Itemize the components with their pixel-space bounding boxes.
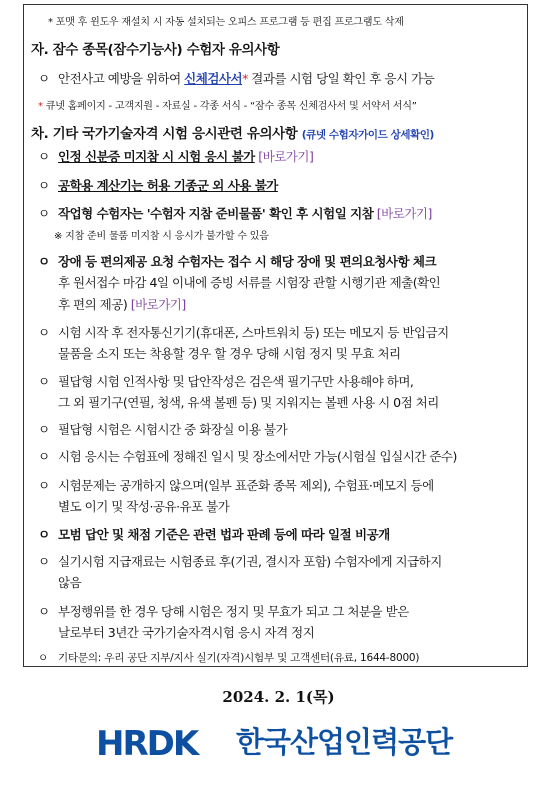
list-item: ㅇ 모범 답안 및 채점 기준은 관련 법과 판례 등에 따라 일절 비공개 bbox=[38, 527, 390, 542]
hrdk-logo-mark bbox=[96, 724, 226, 760]
list-item-continued: 후 원서접수 마감 4일 이내에 증빙 서류를 시험장 관할 시행기관 제출(확인 bbox=[58, 275, 441, 290]
section-ja-title: 자. 잠수 종목(잠수기능사) 수험자 유의사항 bbox=[31, 42, 280, 58]
goto-link[interactable]: [바로가기] bbox=[376, 206, 432, 221]
list-item: ㅇ 기타문의: 우리 공단 지부/지사 실기(자격)시험부 및 고객센터(유료, 1644-8000) bbox=[38, 652, 420, 664]
list-item: ㅇ 장애 등 편의제공 요청 수험자는 접수 시 해당 장애 및 편의요청사항 체크 bbox=[38, 254, 437, 269]
list-item-continued: 그 외 필기구(연필, 청색, 유색 볼펜 등) 및 지워지는 볼펜 사용 시 0점 처리 bbox=[58, 395, 439, 410]
list-item: ㅇ 시험문제는 공개하지 않으며(일부 표준화 종목 제외), 수험표·메모지 등에 bbox=[38, 478, 434, 493]
svg-text:HRDK: HRDK bbox=[96, 724, 198, 760]
list-item: ㅇ 필답형 시험은 시험시간 중 화장실 이용 불가 bbox=[38, 422, 288, 437]
issue-date: 2024. 2. 1(목) bbox=[222, 688, 335, 706]
list-item: ㅇ 부정행위를 한 경우 당해 시험은 정지 및 무효가 되고 그 처분을 받은 bbox=[38, 604, 409, 619]
list-item: ㅇ 안전사고 예방을 위하여 신체검사서* 결과를 시험 당일 확인 후 응시 가능 bbox=[38, 71, 435, 86]
list-item: ㅇ 시험 응시는 수험표에 정해진 일시 및 장소에서만 가능(시험실 입실시간 준수) bbox=[38, 449, 457, 464]
list-item-continued: 후 편의 제공) [바로가기] bbox=[58, 297, 186, 312]
list-item: ㅇ 필답형 시험 인적사항 및 답안작성은 검은색 필기구만 사용해야 하며, bbox=[38, 374, 414, 389]
list-item: ㅇ 작업형 수험자는 '수험자 지참 준비물품' 확인 후 시험일 지참 [바로가기] bbox=[38, 206, 432, 221]
list-item-continued: 않음 bbox=[58, 575, 82, 590]
hrdk-logo bbox=[96, 720, 466, 764]
list-item-continued: 물품을 소지 또는 착용할 경우 할 경우 당해 시험 정지 및 무효 처리 bbox=[58, 346, 401, 361]
top-note: * 포맷 후 윈도우 재설치 시 자동 설치되는 오피스 프로그램 등 편집 프로그램도 삭제 bbox=[48, 17, 404, 28]
list-item: ㅇ 공학용 계산기는 허용 기종군 외 사용 불가 bbox=[38, 178, 278, 193]
list-item: ㅇ 인정 신분증 미지참 시 시험 응시 불가 [바로가기] bbox=[38, 149, 314, 164]
qnet-guide-note: (큐넷 수험자가이드 상세확인) bbox=[301, 129, 434, 141]
goto-link[interactable]: [바로가기] bbox=[258, 149, 314, 164]
list-item-continued: 날로부터 3년간 국가기술자격시험 응시 자격 정지 bbox=[58, 625, 315, 640]
list-item: ㅇ 시험 시작 후 전자통신기기(휴대폰, 스마트워치 등) 또는 메모지 등 반입금지 bbox=[38, 325, 449, 340]
form-path-note: * 큐넷 홈페이지 - 고객지원 - 자료실 - 각종 서식 - “잠수 종목 신체검사서 및 서약서 서식” bbox=[38, 101, 417, 112]
health-certificate-link[interactable]: 신체검사서 bbox=[184, 71, 243, 86]
supplies-note: ※ 지참 준비 물품 미지참 시 응시가 불가할 수 있음 bbox=[54, 231, 269, 242]
bullet: ㅇ bbox=[38, 71, 50, 86]
goto-link[interactable]: [바로가기] bbox=[130, 297, 186, 312]
org-name: 한국산업인력공단 bbox=[236, 725, 453, 759]
list-item: ㅇ 실기시험 지급재료는 시험종료 후(기권, 결시자 포함) 수험자에게 지급하지 bbox=[38, 554, 442, 569]
list-item-continued: 별도 이기 및 작성·공유·유포 불가 bbox=[58, 499, 230, 514]
notice-box bbox=[23, 4, 528, 667]
section-cha-title: 차. 기타 국가기술자격 시험 응시관련 유의사항 (큐넷 수험자가이드 상세확인) bbox=[31, 126, 434, 142]
